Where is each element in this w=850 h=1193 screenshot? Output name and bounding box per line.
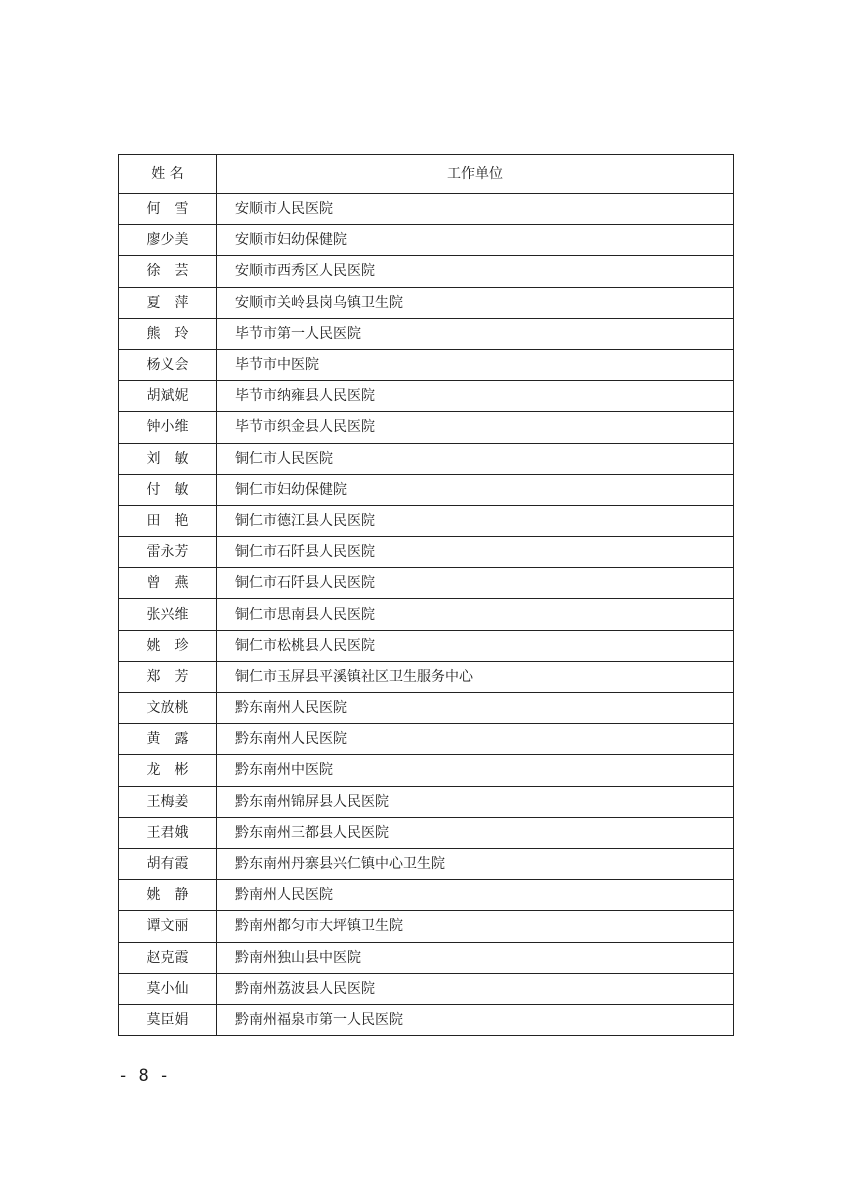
- work-unit: 铜仁市人民医院: [217, 443, 734, 474]
- table-row: [119, 848, 734, 879]
- table-row: [119, 256, 734, 287]
- work-unit: 毕节市织金县人民医院: [217, 412, 734, 443]
- work-unit: 黔南州人民医院: [217, 880, 734, 911]
- work-unit: 黔东南州锦屏县人民医院: [217, 786, 734, 817]
- person-name: 杨义会: [119, 349, 217, 380]
- table-row: [119, 537, 734, 568]
- table-row: [119, 786, 734, 817]
- table-row: [119, 817, 734, 848]
- person-name: 雷永芳: [119, 537, 217, 568]
- work-unit: 黔东南州丹寨县兴仁镇中心卫生院: [217, 848, 734, 879]
- work-unit: 铜仁市思南县人民医院: [217, 599, 734, 630]
- person-name: 何 雪: [119, 194, 217, 225]
- work-unit: 铜仁市石阡县人民医院: [217, 568, 734, 599]
- table-row: [119, 474, 734, 505]
- work-unit: 铜仁市妇幼保健院: [217, 474, 734, 505]
- work-unit: 黔东南州人民医院: [217, 724, 734, 755]
- work-unit: 黔南州都匀市大坪镇卫生院: [217, 911, 734, 942]
- person-name: 龙 彬: [119, 755, 217, 786]
- table-row: [119, 1004, 734, 1035]
- person-name: 张兴维: [119, 599, 217, 630]
- table-row: [119, 318, 734, 349]
- table-row: [119, 599, 734, 630]
- work-unit: 安顺市西秀区人民医院: [217, 256, 734, 287]
- person-name: 郑 芳: [119, 661, 217, 692]
- table-row: [119, 225, 734, 256]
- table-row: [119, 661, 734, 692]
- work-unit: 黔南州福泉市第一人民医院: [217, 1004, 734, 1035]
- table-row: [119, 942, 734, 973]
- person-name: 付 敏: [119, 474, 217, 505]
- table-row: [119, 911, 734, 942]
- person-name: 徐 芸: [119, 256, 217, 287]
- table-header-row: [119, 155, 734, 194]
- work-unit: 铜仁市玉屏县平溪镇社区卫生服务中心: [217, 661, 734, 692]
- work-unit: 铜仁市石阡县人民医院: [217, 537, 734, 568]
- work-unit: 黔南州荔波县人民医院: [217, 973, 734, 1004]
- person-name: 王梅姜: [119, 786, 217, 817]
- person-name: 莫臣娟: [119, 1004, 217, 1035]
- table-row: [119, 443, 734, 474]
- work-unit: 安顺市关岭县岗乌镇卫生院: [217, 287, 734, 318]
- work-unit: 毕节市第一人民医院: [217, 318, 734, 349]
- person-name: 胡有霞: [119, 848, 217, 879]
- person-name: 熊 玲: [119, 318, 217, 349]
- work-unit: 铜仁市德江县人民医院: [217, 505, 734, 536]
- person-name: 王君娥: [119, 817, 217, 848]
- person-name: 夏 萍: [119, 287, 217, 318]
- work-unit: 毕节市纳雍县人民医院: [217, 381, 734, 412]
- table-row: [119, 349, 734, 380]
- work-unit: 安顺市妇幼保健院: [217, 225, 734, 256]
- table-body: [119, 194, 734, 1036]
- person-name: 莫小仙: [119, 973, 217, 1004]
- table-row: [119, 412, 734, 443]
- table-row: [119, 287, 734, 318]
- work-unit: 黔东南州三都县人民医院: [217, 817, 734, 848]
- person-name: 谭文丽: [119, 911, 217, 942]
- person-name: 文放桃: [119, 693, 217, 724]
- page-number: - 8 -: [118, 1066, 170, 1086]
- person-name: 曾 燕: [119, 568, 217, 599]
- person-name: 钟小维: [119, 412, 217, 443]
- table-row: [119, 630, 734, 661]
- personnel-table: [118, 154, 734, 1036]
- person-name: 胡斌妮: [119, 381, 217, 412]
- table-row: [119, 724, 734, 755]
- table-row: [119, 693, 734, 724]
- work-unit: 铜仁市松桃县人民医院: [217, 630, 734, 661]
- work-unit: 黔东南州人民医院: [217, 693, 734, 724]
- column-header-name: 姓 名: [119, 155, 217, 194]
- table-row: [119, 755, 734, 786]
- table-row: [119, 880, 734, 911]
- table-row: [119, 194, 734, 225]
- table-row: [119, 973, 734, 1004]
- table-row: [119, 568, 734, 599]
- column-header-org: 工作单位: [217, 155, 734, 194]
- work-unit: 黔南州独山县中医院: [217, 942, 734, 973]
- person-name: 廖少美: [119, 225, 217, 256]
- person-name: 刘 敏: [119, 443, 217, 474]
- person-name: 赵克霞: [119, 942, 217, 973]
- person-name: 姚 静: [119, 880, 217, 911]
- work-unit: 黔东南州中医院: [217, 755, 734, 786]
- table-row: [119, 505, 734, 536]
- work-unit: 安顺市人民医院: [217, 194, 734, 225]
- person-name: 姚 珍: [119, 630, 217, 661]
- person-name: 田 艳: [119, 505, 217, 536]
- work-unit: 毕节市中医院: [217, 349, 734, 380]
- person-name: 黄 露: [119, 724, 217, 755]
- table-row: [119, 381, 734, 412]
